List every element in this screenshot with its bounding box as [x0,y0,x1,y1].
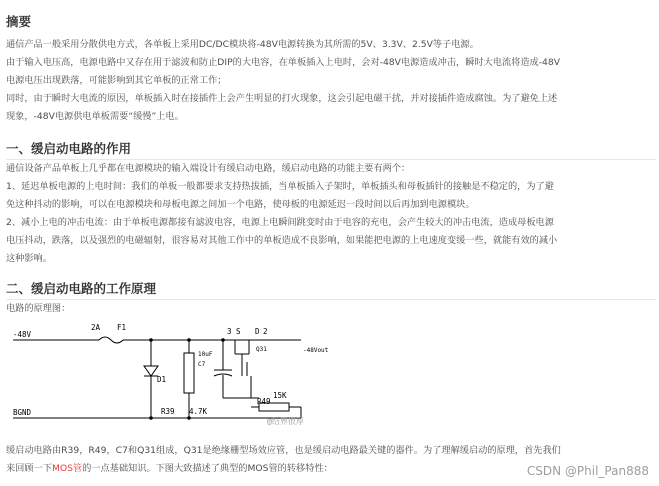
section1-line-1: 通信设备产品单板上几乎都在电源模块的输入端设计有缓启动电路，缓启动电路的功能主要有两个： [6,163,411,174]
diagram-caption: 电路的原理图： [6,303,71,314]
section1-line-2: 1、延迟单板电源的上电时间：我们的单板一般都要求支持热拔插，当单板插入子架时，单板插头和母板插针的接触是不稳定的，为了避 [6,181,554,192]
section2-heading: 二、缓启动电路的工作原理 [6,281,157,296]
label-fuse-rating: 2A [91,323,101,332]
label-in: -48V [13,330,32,339]
section2-divider [6,299,656,300]
section1-line-4: 2、减小上电的冲击电流：由于单板电源都接有滤波电容，电源上电瞬间跳变时由于电容的充电，会产生较大的冲击电流，造成母板电源 [6,217,554,228]
label-mos-d: D [255,327,260,336]
abstract-line-2: 由于输入电压高，电源电路中又存在用于滤波和防止DIP的大电容，在单板插入上电时，会对-48V电源造成冲击，瞬时大电流将造成-48V [6,57,561,68]
section1-heading: 一、缓启动电路的作用 [6,141,132,156]
abstract-heading: 摘要 [6,14,32,29]
label-mos-num: 2 [263,327,268,336]
label-mos-pins: 3 S [227,327,241,336]
label-mos-name: Q31 [256,346,267,353]
image-watermark: @结界很厚 [267,417,304,426]
label-r49-name: R49 [257,397,271,406]
label-r39-value: 4.7K [189,407,208,416]
section1-line-5: 电压抖动，跌落，以及强烈的电磁辐射，很容易对其他工作中的单板造成不良影响，如果能把电源的上电速度变缓一些，就能有效的减小 [6,235,558,246]
label-diode: D1 [157,375,167,384]
label-cap-value: 10uF [198,351,213,358]
abstract-line-3: 电源电压出现跌落，可能影响到其它单板的正常工作； [6,75,227,86]
abstract-line-1: 通信产品一般采用分散供电方式，各单板上采用DC/DC模块将-48V电源转换为其所需的5V、3.3V、2.5V等子电源。 [6,39,479,50]
corner-watermark: CSDN @Phil_Pan888 [526,464,649,478]
circuit-diagram [11,318,371,428]
label-r49-value: 15K [273,391,287,400]
label-r39-name: R39 [161,407,175,416]
abstract-line-5: 现象，-48V电源供电单板需要“缓慢”上电。 [6,111,184,122]
section1-line-3: 免这种抖动的影响，可以在电源模块和母板电源之间加一个电路，使母板的电源延迟一段时间以后再加到电源模块。 [6,199,475,210]
label-out: -48Vout [303,347,329,354]
label-fuse-name: F1 [117,323,127,332]
label-gnd: BGND [13,408,32,417]
section2-line-1: 缓启动电路由R39，R49，C7和Q31组成，Q31是绝缘栅型场效应管，也是缓启动电路最关键的器件。为了理解缓启动的原理，首先我们 [6,445,561,456]
label-cap-name: C7 [198,361,206,368]
abstract-line-4: 同时，由于瞬时大电流的原因，单板插入时在接插件上会产生明显的打火现象，这会引起电磁干扰，并对接插件造成腐蚀。为了避免上述 [6,93,558,104]
mos-link[interactable]: MOS管 [51,463,83,474]
section2-line-2: 来回顾一下MOS管的一点基础知识。下图大致描述了典型的MOS管的转移特性： [6,463,333,474]
section1-line-6: 这种影响。 [6,253,52,264]
